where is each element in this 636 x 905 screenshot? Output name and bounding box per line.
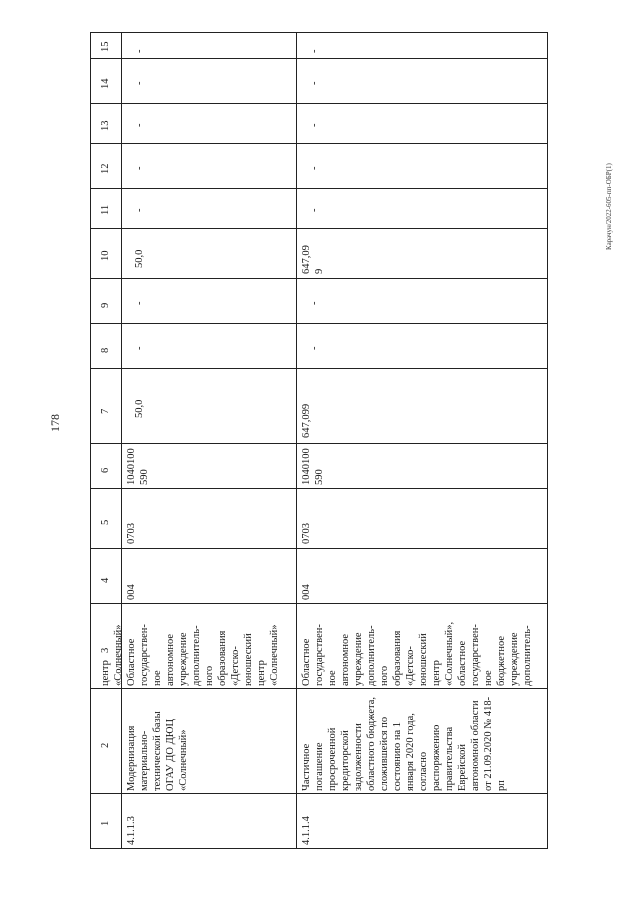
cell-col6: 1040100 590 [126,448,150,485]
col-header-7: 7 [100,408,111,414]
cell-col14: - [309,81,320,85]
col-header-1: 1 [100,820,111,826]
cell-col9: - [309,301,320,305]
cell-col11: - [309,208,320,212]
cell-col1: 4.1.1.4 [301,816,312,845]
cell-col8: - [309,346,320,350]
page-number: 178 [48,414,62,432]
continuation-cell: центр «Солнечный» [100,624,124,686]
cell-col8: - [134,346,145,350]
cell-col4: 004 [301,584,312,600]
col-header-11: 11 [100,204,111,215]
cell-col6: 1040100 590 [301,448,325,485]
cell-col2: Частичное погашение просроченной кредиторской задолженности областного бюджета, сложившейся по состоянию на 1 января 2020 года, согласно распоряжению правительства Еврейской автономной области от 21.09.2020 № 418- рп [301,696,507,791]
col-header-13: 13 [100,120,111,131]
cell-col3: Областное государствен- ное автономное учреждение дополнитель- ного образования «Детско- юношеский центр «Солнечный» [126,624,280,686]
col-header-5: 5 [100,519,111,525]
col-header-2: 2 [100,742,111,748]
cell-col10: 50,0 [134,249,145,268]
cell-col12: - [309,166,320,170]
col-header-12: 12 [100,163,111,174]
col-header-15: 15 [100,41,111,52]
col-header-4: 4 [100,577,111,583]
cell-col15: - [309,49,320,53]
table-row [59,603,124,688]
cell-col4: 004 [126,584,137,600]
cell-col15: - [134,49,145,53]
cell-col9: - [134,301,145,305]
cell-col10: 647,09 9 [301,245,325,274]
cell-col7: 50,0 [134,399,145,418]
cell-col3: Областное государствен- ное автономное учреждение дополнитель- ного образования «Детско- юношеский центр «Солнечный», областное государствен- ное бюджетное учреждение дополнитель- [301,621,533,686]
cell-col13: - [134,123,145,127]
col-header-8: 8 [100,347,111,353]
cell-col2: Модернизация материально- технической базы ОГАУ ДО ДЮЦ «Солнечный» [126,711,189,791]
budget-table [90,32,548,849]
col-header-10: 10 [100,250,111,261]
cell-col5: 0703 [301,523,312,544]
cell-col12: - [134,166,145,170]
col-header-3: 3 [100,647,111,653]
cell-col11: - [134,208,145,212]
cell-col1: 4.1.1.3 [126,816,137,845]
cell-col14: - [134,81,145,85]
cell-col5: 0703 [126,523,137,544]
col-header-14: 14 [100,78,111,89]
cell-col13: - [309,123,320,127]
cell-col7: 647,099 [301,403,312,438]
col-header-9: 9 [100,302,111,308]
col-header-6: 6 [100,467,111,473]
document-code: Карачун/2022-605-пп-ОБР(1) [605,163,613,250]
